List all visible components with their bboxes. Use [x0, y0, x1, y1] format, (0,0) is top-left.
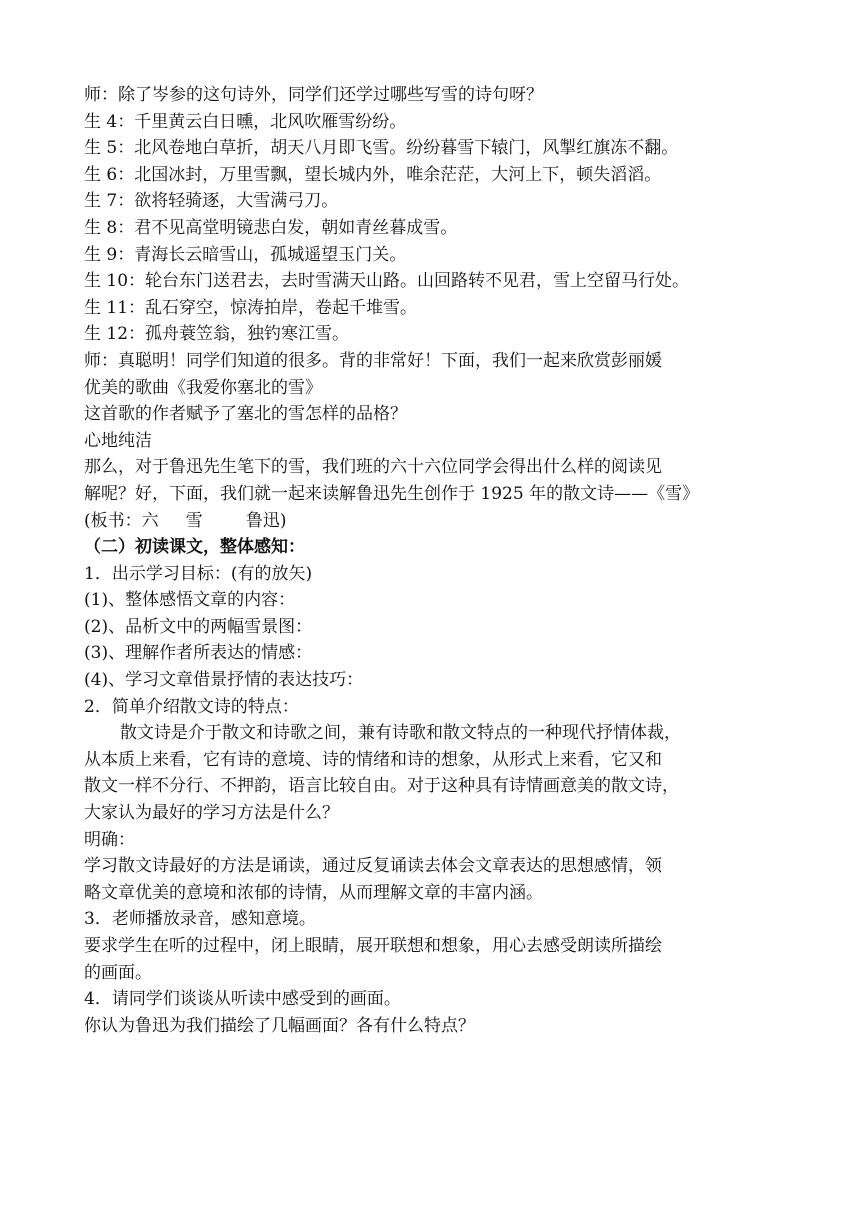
clarify-line-1: 学习散文诗最好的方法是诵读，通过反复诵读去体会文章表达的思想感情，领 — [84, 856, 662, 877]
student-8-line: 生 8：君不见高堂明镜悲白发，朝如青丝暮成雪。 — [84, 217, 458, 238]
blackboard-line: (板书：六 雪 鲁迅) — [84, 510, 287, 531]
objective-4: (4)、学习文章借景抒情的表达技巧： — [84, 670, 364, 691]
clarify-line-2: 略文章优美的意境和浓郁的诗情，从而理解文章的丰富内涵。 — [84, 882, 543, 903]
student-10-line: 生 10：轮台东门送君去，去时雪满天山路。山回路转不见君，雪上空留马行处。 — [84, 271, 690, 292]
teacher-question-line: 师：除了岑参的这句诗外，同学们还学过哪些写雪的诗句呀？ — [84, 85, 543, 105]
teacher-praise-line: 师：真聪明！同学们知道的很多。背的非常好！下面，我们一起来欣赏彭丽媛 — [84, 350, 662, 371]
student-7-line: 生 7：欲将轻骑逐，大雪满弓刀。 — [84, 191, 339, 212]
answer-line: 心地纯洁 — [84, 430, 152, 451]
clarify-label: 明确： — [84, 829, 135, 850]
song-question-line: 这首歌的作者赋予了塞北的雪怎样的品格？ — [84, 404, 407, 425]
student-9-line: 生 9：青海长云暗雪山，孤城遥望玉门关。 — [84, 244, 407, 265]
student-4-line: 生 4：千里黄云白日曛，北风吹雁雪纷纷。 — [84, 111, 407, 132]
step-1-heading: 1．出示学习目标：(有的放矢) — [84, 563, 313, 584]
step-3-line-1: 要求学生在听的过程中，闭上眼睛，展开联想和想象，用心去感受朗读所描绘 — [84, 936, 662, 956]
prose-poem-para-line-4: 大家认为最好的学习方法是什么？ — [84, 803, 339, 824]
prose-poem-para-line-1: 散文诗是介于散文和诗歌之间，兼有诗歌和散文特点的一种现代抒情体裁， — [120, 723, 681, 744]
section-heading: （二）初读课文，整体感知： — [84, 537, 305, 558]
prose-poem-para-line-3: 散文一样不分行、不押韵，语言比较自由。对于这种具有诗情画意美的散文诗， — [84, 776, 679, 797]
step-3-heading: 3．老师播放录音，感知意境。 — [84, 909, 316, 930]
student-5-line: 生 5：北风卷地白草折，胡天八月即飞雪。纷纷暮雪下辕门，风掣红旗冻不翻。 — [84, 138, 679, 159]
step-4-heading: 4．请同学们谈谈从听读中感受到的画面。 — [84, 989, 401, 1010]
objective-1: (1)、整体感悟文章的内容： — [84, 590, 296, 611]
step-3-line-2: 的画面。 — [84, 962, 152, 983]
objective-3: (3)、理解作者所表达的情感： — [84, 643, 313, 664]
step-4-question: 你认为鲁迅为我们描绘了几幅画面？各有什么特点？ — [84, 1015, 475, 1036]
student-12-line: 生 12：孤舟蓑笠翁，独钓寒江雪。 — [84, 324, 350, 345]
step-2-heading: 2．简单介绍散文诗的特点： — [84, 696, 299, 717]
student-6-line: 生 6：北国冰封，万里雪飘，望长城内外，唯余茫茫，大河上下，顿失滔滔。 — [84, 164, 662, 185]
transition-line-1: 那么，对于鲁迅先生笔下的雪，我们班的六十六位同学会得出什么样的阅读见 — [84, 457, 662, 478]
objective-2: (2)、品析文中的两幅雪景图： — [84, 616, 313, 637]
student-11-line: 生 11：乱石穿空，惊涛拍岸，卷起千堆雪。 — [84, 297, 418, 318]
transition-line-2: 解呢？好，下面，我们就一起来读解鲁迅先生创作于 1925 年的散文诗——《雪》 — [84, 483, 700, 504]
song-title-line: 优美的歌曲《我爱你塞北的雪》 — [84, 377, 322, 398]
document-page — [84, 82, 784, 1039]
prose-poem-para-line-2: 从本质上来看，它有诗的意境、诗的情绪和诗的想象，从形式上来看，它又和 — [84, 749, 662, 770]
